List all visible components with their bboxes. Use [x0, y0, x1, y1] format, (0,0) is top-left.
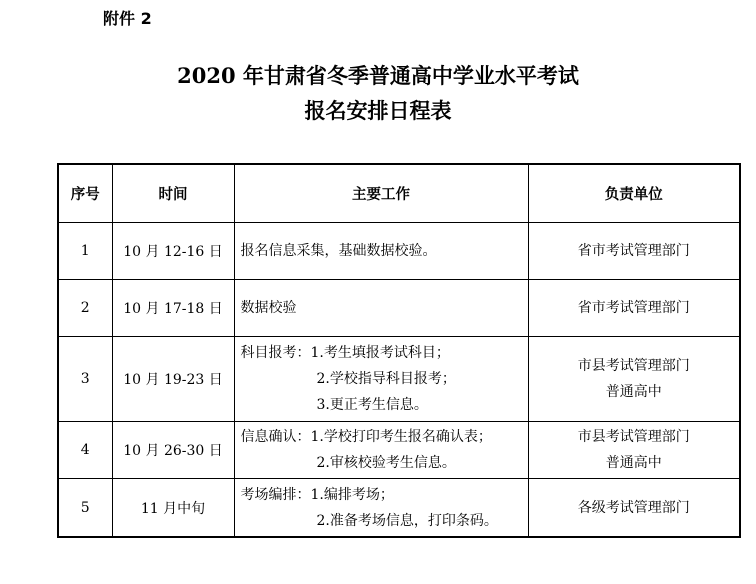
work-line: 2.审核校验考生信息。 [316, 455, 456, 471]
unit-line: 市县考试管理部门 [577, 358, 690, 374]
table-row [58, 422, 740, 479]
cell-no: 1 [58, 223, 112, 280]
header-time: 时间 [112, 164, 234, 223]
work-line: 2.准备考场信息，打印条码。 [316, 512, 498, 529]
cell-work [234, 223, 528, 280]
cell-work [234, 422, 528, 479]
cell-work [234, 280, 528, 337]
header-no: 序号 [58, 164, 112, 223]
work-line: 考场编排：1.编排考场； [240, 486, 394, 503]
document-title: 2020 年甘肃省冬季普通高中学业水平考试 [177, 63, 579, 88]
cell-time: 10 月 12-16 日 [112, 223, 234, 280]
unit-line: 普通高中 [605, 455, 662, 471]
cell-unit [528, 479, 740, 538]
cell-no: 4 [58, 422, 112, 479]
cell-time: 10 月 17-18 日 [112, 280, 234, 337]
cell-unit [528, 337, 740, 422]
header-work: 主要工作 [234, 164, 528, 223]
table-header-row [58, 164, 740, 223]
unit-line: 各级考试管理部门 [577, 499, 690, 516]
unit-line: 省市考试管理部门 [577, 300, 690, 316]
schedule-table [57, 163, 741, 538]
cell-work [234, 479, 528, 538]
work-line: 3.更正考生信息。 [316, 397, 428, 413]
cell-time: 11 月中旬 [112, 479, 234, 538]
work-line: 2.学校指导科目报考； [316, 371, 456, 387]
cell-unit [528, 223, 740, 280]
unit-line: 普通高中 [605, 384, 662, 400]
header-unit: 负责单位 [528, 164, 740, 223]
table-row [58, 223, 740, 280]
cell-time: 10 月 19-23 日 [112, 337, 234, 422]
cell-unit [528, 280, 740, 337]
unit-line: 省市考试管理部门 [577, 243, 690, 259]
cell-work [234, 337, 528, 422]
cell-no: 2 [58, 280, 112, 337]
table-row [58, 479, 740, 538]
table-row [58, 337, 740, 422]
work-line: 科目报考：1.考生填报考试科目； [240, 345, 450, 361]
work-line: 信息确认：1.学校打印考生报名确认表； [240, 429, 492, 445]
unit-line: 市县考试管理部门 [577, 429, 690, 445]
cell-unit [528, 422, 740, 479]
document-subtitle: 报名安排日程表 [304, 98, 452, 123]
attachment-label: 附件 2 [103, 9, 152, 28]
cell-no: 5 [58, 479, 112, 538]
work-line: 报名信息采集，基础数据校验。 [240, 243, 437, 259]
cell-no: 3 [58, 337, 112, 422]
work-line: 数据校验 [240, 300, 297, 316]
cell-time: 10 月 26-30 日 [112, 422, 234, 479]
table-row [58, 280, 740, 337]
